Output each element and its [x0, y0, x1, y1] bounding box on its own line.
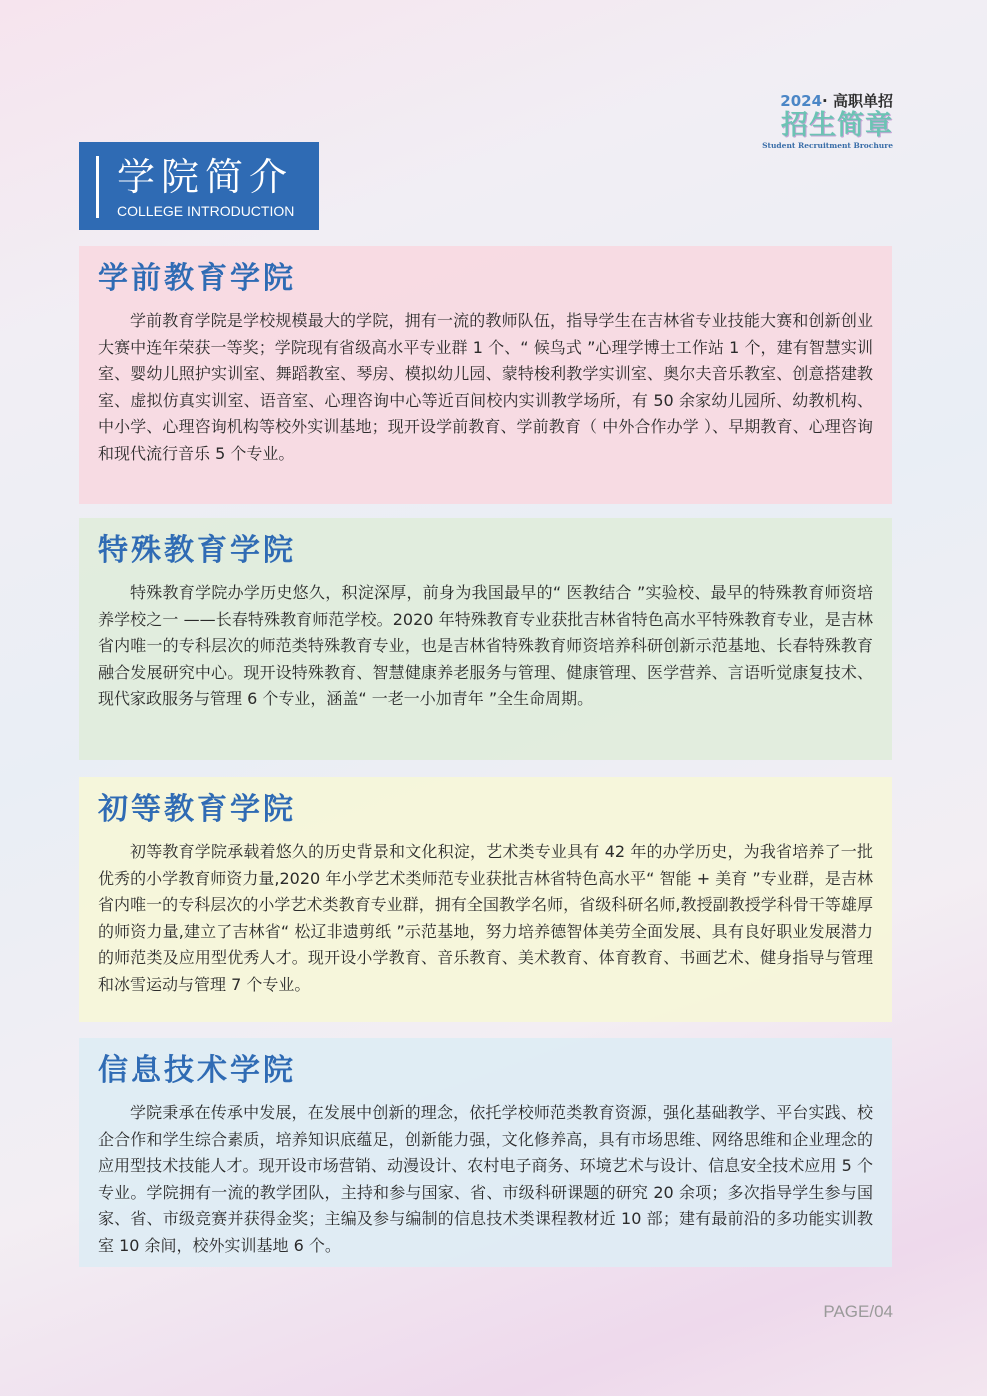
section-information-technology: [79, 1038, 892, 1267]
section-title: 特殊教育学院: [98, 533, 296, 568]
section-title: 学前教育学院: [98, 261, 296, 296]
page-title-english: COLLEGE INTRODUCTION: [117, 203, 295, 219]
brochure-brand: [753, 90, 893, 150]
page-title-block: [79, 142, 319, 230]
brand-subtitle: Student Recruitment Brochure: [762, 141, 893, 150]
section-special-education: [79, 518, 892, 760]
section-primary-education: [79, 777, 892, 1022]
section-body: 初等教育学院承载着悠久的历史背景和文化积淀，艺术类专业具有 42 年的办学历史，为我省培养了一批优秀的小学教育师资力量,2020 年小学艺术类师范专业获批吉林省特色高水平“ 智能 + 美育 ”专业群，是吉林省内唯一的专科层次的小学艺术类教育专业群，拥有全国教学名师，省级科研名师,教授副教授学科骨干等雄厚的师资力量,建立了吉林省“ 松辽非遗剪纸 ”示范基地，努力培养德智体美劳全面发展、具有良好职业发展潜力的师范类及应用型优秀人才。现开设小学教育、音乐教育、美术教育、体育教育、书画艺术、健身指导与管理和冰雪运动与管理 7 个专业。: [98, 842, 873, 994]
section-body: 特殊教育学院办学历史悠久，积淀深厚，前身为我国最早的“ 医教结合 ”实验校、最早的特殊教育师资培养学校之一 ——长春特殊教育师范学校。2020 年特殊教育专业获批吉林省特色高水平特殊教育专业，是吉林省内唯一的专科层次的师范类特殊教育专业，也是吉林省特殊教育师资培养科研创新示范基地、长春特殊教育融合发展研究中心。现开设特殊教育、智慧健康养老服务与管理、健康管理、医学营养、言语听觉康复技术、现代家政服务与管理 6 个专业，涵盖“ 一老一小加青年 ”全生命周期。: [98, 583, 873, 708]
section-preschool-education: [79, 246, 892, 504]
brand-dot: ·: [822, 92, 828, 110]
section-title: 初等教育学院: [98, 792, 296, 827]
brand-year: 2024: [780, 92, 823, 110]
brand-type: 高职单招: [832, 92, 893, 110]
page-number: PAGE/04: [823, 1302, 893, 1321]
brand-year-line: [753, 90, 893, 111]
page-title: 学院简介: [117, 155, 294, 199]
section-title: 信息技术学院: [98, 1053, 296, 1088]
section-body: 学前教育学院是学校规模最大的学院，拥有一流的教师队伍，指导学生在吉林省专业技能大赛和创新创业大赛中连年荣获一等奖；学院现有省级高水平专业群 1 个、“ 候鸟式 ”心理学博士工作站 1 个，建有智慧实训室、婴幼儿照护实训室、舞蹈教室、琴房、模拟幼儿园、蒙特梭利教学实训室、奥尔夫音乐教室、创意搭建教室、虚拟仿真实训室、语音室、心理咨询中心等近百间校内实训教学场所，有 50 余家幼儿园所、幼教机构、中小学、心理咨询机构等校外实训基地；现开设学前教育、学前教育（ 中外合作办学 ）、早期教育、心理咨询和现代流行音乐 5 个专业。: [98, 311, 873, 463]
section-body: 学院秉承在传承中发展，在发展中创新的理念，依托学校师范类教育资源，强化基础教学、平台实践、校企合作和学生综合素质，培养知识底蕴足，创新能力强，文化修养高，具有市场思维、网络思维和企业理念的应用型技术技能人才。现开设市场营销、动漫设计、农村电子商务、环境艺术与设计、信息安全技术应用 5 个专业。学院拥有一流的教学团队，主持和参与国家、省、市级科研课题的研究 20 余项；多次指导学生参与国家、省、市级竞赛并获得金奖；主编及参与编制的信息技术类课程教材近 10 部；建有最前沿的多功能实训教室 10 余间，校外实训基地 6 个。: [98, 1103, 873, 1255]
title-accent-bar: [96, 156, 99, 218]
brand-title: 招生简章: [781, 110, 893, 141]
